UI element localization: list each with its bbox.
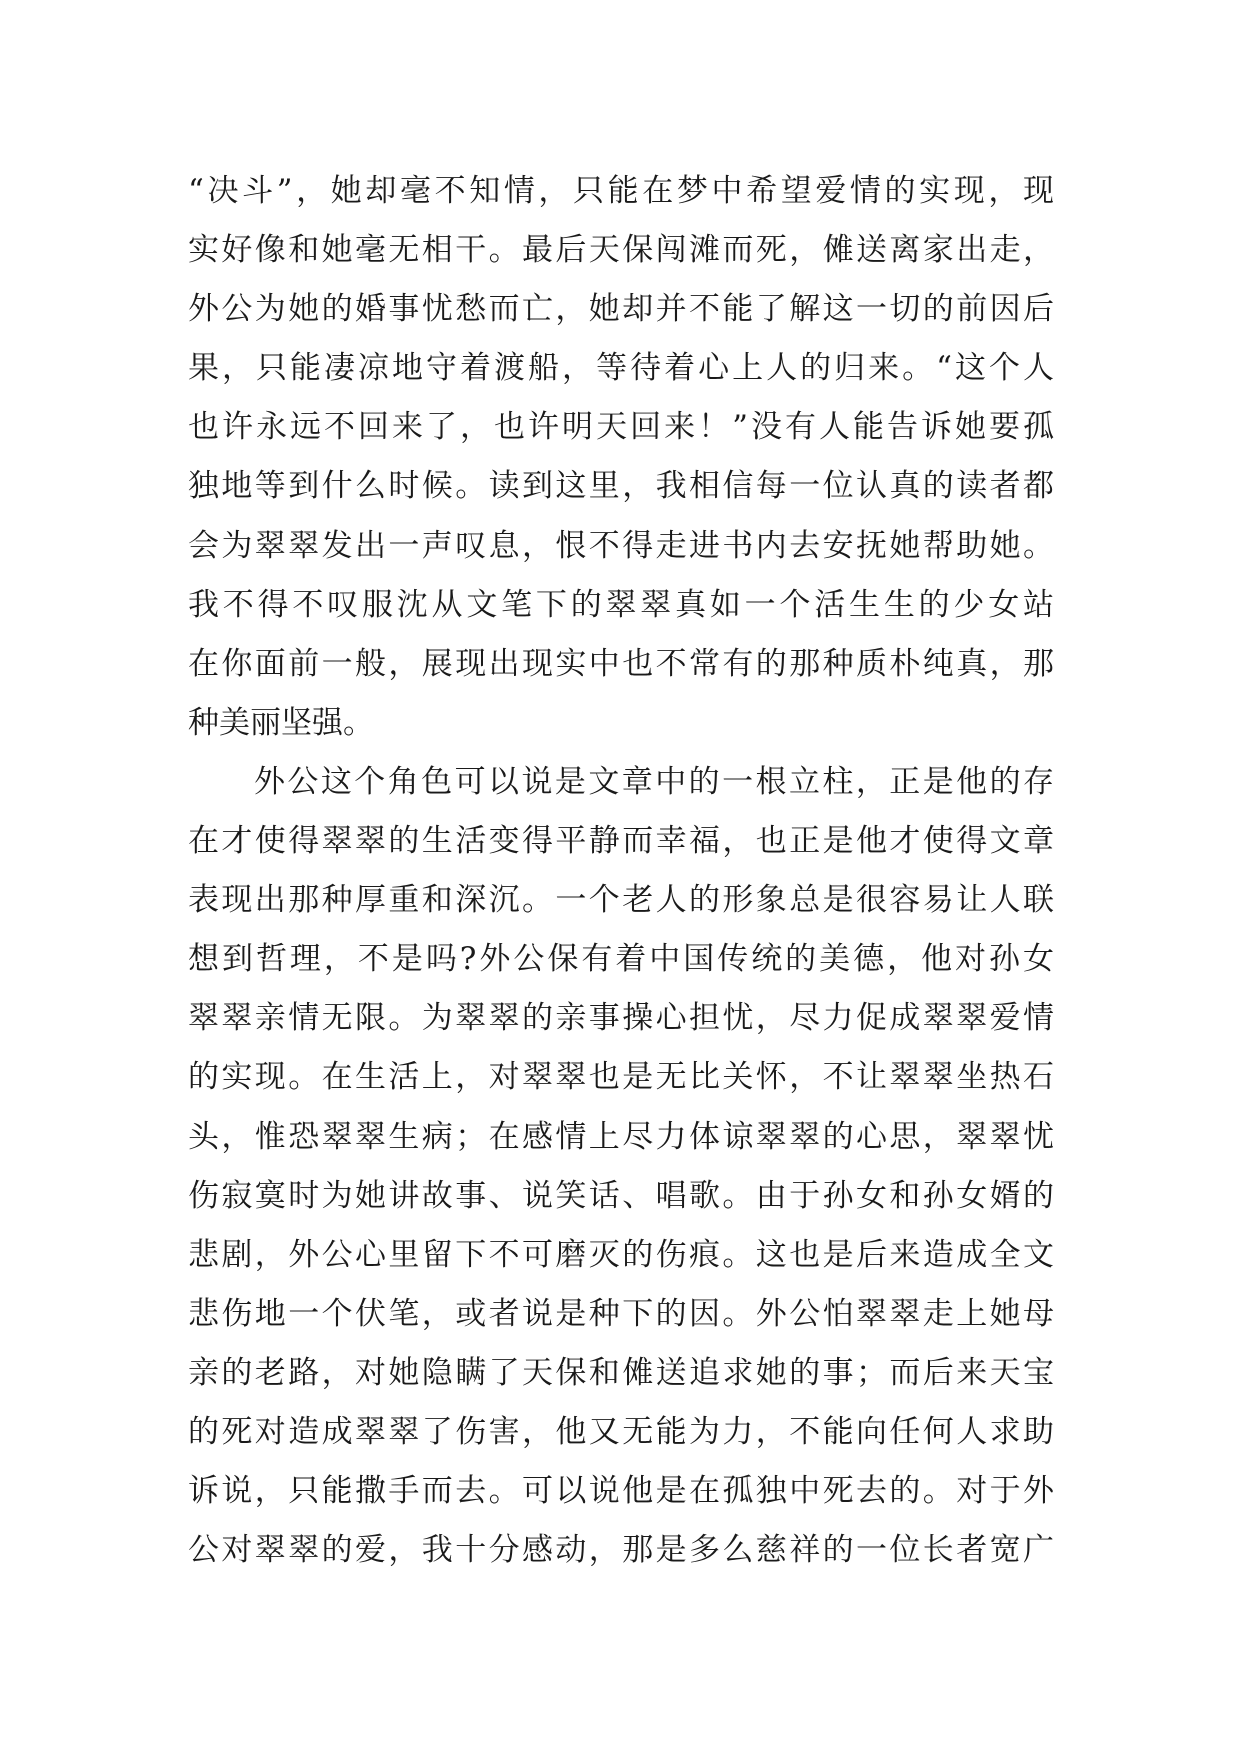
text-line: 也许永远不回来了，也许明天回来！”没有人能告诉她要孤 — [188, 409, 1054, 446]
text-line: 外公为她的婚事忧愁而亡，她却并不能了解这一切的前因后 — [188, 291, 1054, 328]
text-line: 诉说，只能撒手而去。可以说他是在孤独中死去的。对于外 — [188, 1473, 1054, 1510]
text-line: 实好像和她毫无相干。最后天保闯滩而死，傩送离家出走， — [188, 232, 1054, 269]
text-line: 种美丽坚强。 — [188, 704, 374, 741]
text-line: 表现出那种厚重和深沉。一个老人的形象总是很容易让人联 — [188, 882, 1054, 919]
text-line: 想到哲理，不是吗?外公保有着中国传统的美德，他对孙女 — [188, 941, 1054, 978]
text-line: 我不得不叹服沈从文笔下的翠翠真如一个活生生的少女站 — [188, 586, 1054, 623]
text-line: 头，惟恐翠翠生病；在感情上尽力体谅翠翠的心思，翠翠忧 — [188, 1118, 1054, 1155]
text-line: 在才使得翠翠的生活变得平静而幸福，也正是他才使得文章 — [188, 823, 1054, 860]
text-line: 翠翠亲情无限。为翠翠的亲事操心担忧，尽力促成翠翠爱情 — [188, 1000, 1054, 1037]
text-line: 伤寂寞时为她讲故事、说笑话、唱歌。由于孙女和孙女婿的 — [188, 1177, 1054, 1214]
text-line: 悲剧，外公心里留下不可磨灭的伤痕。这也是后来造成全文 — [188, 1236, 1054, 1273]
text-line: 在你面前一般，展现出现实中也不常有的那种质朴纯真，那 — [188, 645, 1054, 682]
paragraph-first-line: 外公这个角色可以说是文章中的一根立柱，正是他的存 — [254, 763, 1054, 800]
text-line: 亲的老路，对她隐瞒了天保和傩送追求她的事；而后来天宝 — [188, 1354, 1054, 1391]
text-line: 公对翠翠的爱，我十分感动，那是多么慈祥的一位长者宽广 — [188, 1532, 1054, 1569]
body-text — [188, 162, 1054, 1580]
text-line: 独地等到什么时候。读到这里，我相信每一位认真的读者都 — [188, 468, 1054, 505]
text-line: 会为翠翠发出一声叹息，恨不得走进书内去安抚她帮助她。 — [188, 527, 1054, 564]
text-line: 的实现。在生活上，对翠翠也是无比关怀，不让翠翠坐热石 — [188, 1059, 1054, 1096]
text-line: 果，只能凄凉地守着渡船，等待着心上人的归来。“这个人 — [188, 350, 1054, 387]
text-line: 悲伤地一个伏笔，或者说是种下的因。外公怕翠翠走上她母 — [188, 1295, 1054, 1332]
text-line: 的死对造成翠翠了伤害，他又无能为力，不能向任何人求助 — [188, 1413, 1054, 1450]
text-line: “决斗”，她却毫不知情，只能在梦中希望爱情的实现，现 — [188, 173, 1054, 209]
